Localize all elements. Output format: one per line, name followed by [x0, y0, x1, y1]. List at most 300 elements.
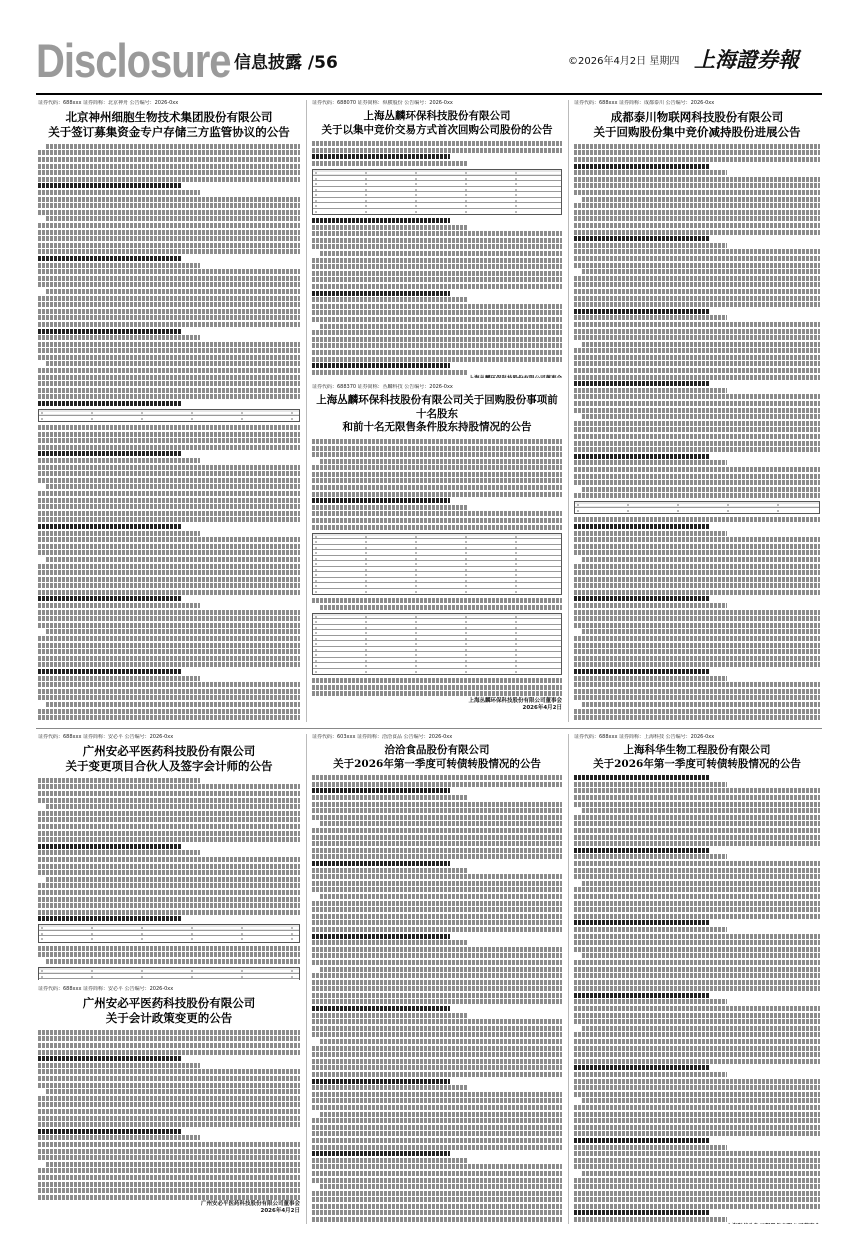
data-table: [574, 501, 820, 514]
text-line: [574, 517, 820, 522]
text-line: [574, 1145, 727, 1150]
text-line: [38, 1043, 300, 1048]
text-line: [574, 802, 820, 807]
text-line: [38, 817, 300, 822]
text-line: [38, 388, 300, 393]
text-line: [312, 277, 562, 282]
text-line: [38, 223, 300, 228]
text-line: [38, 282, 300, 287]
text-line: [38, 837, 300, 842]
text-line: [312, 141, 562, 146]
text-line: [574, 236, 709, 241]
text-line: [38, 1036, 300, 1041]
text-line: [38, 164, 300, 169]
page-header: [36, 35, 822, 94]
text-line: [38, 425, 300, 430]
text-line: [312, 1013, 467, 1018]
text-line: [38, 784, 300, 789]
text-line: [38, 596, 182, 601]
text-line: [38, 157, 300, 162]
text-line: [38, 1063, 200, 1068]
text-line: [38, 210, 300, 215]
text-line: [312, 874, 562, 879]
text-line: [574, 610, 820, 615]
text-line: [38, 302, 300, 307]
text-line: [582, 269, 820, 274]
text-line: [320, 605, 562, 610]
text-line: [574, 1191, 820, 1196]
announcement-title: 北京神州细胞生物技术集团股份有限公司 关于签订募集资金专户存储三方监管协议的公告: [48, 110, 290, 139]
text-line: [46, 877, 300, 882]
text-line: [582, 1098, 820, 1103]
text-line: [574, 682, 820, 687]
text-line: [312, 518, 562, 523]
text-line: [312, 960, 562, 965]
text-line: [312, 148, 562, 153]
announcement-title: 洽洽食品股份有限公司 关于2026年第一季度可转债转股情况的公告: [333, 744, 541, 770]
text-line: [38, 798, 300, 803]
text-line: [574, 434, 820, 439]
text-line: [574, 289, 820, 294]
text-line: [574, 616, 820, 621]
text-line: [574, 934, 820, 939]
text-line: [574, 230, 820, 235]
announcement-body: [312, 678, 562, 696]
text-line: [574, 1204, 820, 1209]
text-line: [312, 446, 562, 451]
text-line: [38, 649, 300, 654]
text-line: [312, 1217, 562, 1222]
text-line: [312, 848, 562, 853]
text-line: [38, 778, 200, 783]
text-line: [38, 491, 300, 496]
table-row: [39, 936, 299, 942]
text-line: [574, 550, 820, 555]
text-line: [574, 1092, 820, 1097]
text-line: [574, 1032, 820, 1037]
text-line: [582, 487, 820, 492]
text-line: [312, 337, 562, 342]
text-line: [312, 330, 562, 335]
announcement-title: 上海丛麟环保科技股份有限公司 关于以集中竞价交易方式首次回购公司股份的公告: [321, 110, 553, 136]
text-line: [38, 1083, 300, 1088]
text-line: [38, 1102, 300, 1107]
text-line: [38, 342, 300, 347]
text-line: [38, 1195, 300, 1200]
text-line: [582, 1026, 820, 1031]
text-line: [574, 775, 709, 780]
text-line: [312, 815, 562, 820]
text-line: [38, 315, 300, 320]
text-line: [38, 381, 300, 386]
text-line: [574, 531, 727, 536]
text-line: [320, 967, 562, 972]
text-line: [574, 329, 820, 334]
text-line: [574, 1006, 820, 1011]
stock-code-line: 证券代码：688xxx 证券简称：安必平 公告编号：2026-0xx: [38, 734, 174, 740]
text-line: [312, 478, 562, 483]
text-line: [574, 447, 820, 452]
text-line: [312, 986, 562, 991]
section-title: 信息披露 /56: [234, 53, 338, 73]
text-line: [312, 363, 450, 368]
text-line: [312, 934, 450, 939]
text-line: [312, 907, 562, 912]
text-line: [312, 1131, 562, 1136]
text-line: [38, 451, 182, 456]
text-line: [312, 999, 562, 1004]
text-line: [38, 197, 300, 202]
text-line: [574, 1197, 820, 1202]
text-line: [574, 993, 709, 998]
text-line: [312, 1092, 562, 1097]
text-line: [38, 504, 300, 509]
text-line: [38, 616, 300, 621]
text-line: [38, 831, 300, 836]
text-line: [38, 498, 300, 503]
text-line: [38, 946, 300, 951]
text-line: [38, 850, 200, 855]
text-line: [38, 903, 300, 908]
text-line: [312, 472, 562, 477]
text-line: [574, 868, 820, 873]
text-line: [38, 544, 300, 549]
text-line: [574, 1039, 820, 1044]
text-line: [574, 821, 820, 826]
text-line: [574, 1065, 709, 1070]
announcement-anbiping-accounting: [38, 986, 300, 1224]
text-line: [574, 460, 727, 465]
text-line: [582, 808, 820, 813]
stock-code-line: 证券代码：688xxx 证券简称：安必平 公告编号：2026-0xx: [38, 986, 174, 992]
text-line: [574, 709, 820, 714]
text-line: [312, 525, 562, 530]
table-row: [39, 416, 299, 422]
text-line: [574, 828, 820, 833]
data-table: [312, 169, 562, 215]
text-line: [574, 302, 820, 307]
text-line: [38, 329, 182, 334]
text-line: [312, 1006, 450, 1011]
text-line: [312, 993, 562, 998]
text-line: [574, 315, 727, 320]
text-line: [312, 1197, 562, 1202]
text-line: [38, 662, 300, 667]
stock-code-line: 证券代码：688xxx 证券简称：上海科技 公告编号：2026-0xx: [574, 734, 715, 740]
text-line: [574, 1131, 820, 1136]
text-line: [38, 1050, 300, 1055]
text-line: [574, 715, 820, 720]
announcement-body: [38, 778, 300, 921]
text-line: [574, 1158, 820, 1163]
text-line: [38, 471, 300, 476]
text-line: [312, 1072, 562, 1077]
text-line: [312, 161, 467, 166]
text-line: [574, 649, 820, 654]
text-line: [38, 583, 300, 588]
text-line: [38, 511, 300, 516]
text-line: [38, 438, 300, 443]
table-row: [313, 589, 561, 595]
text-line: [38, 1182, 300, 1187]
text-line: [312, 1059, 562, 1064]
text-line: [312, 1085, 467, 1090]
signature: 上海丛麟环保科技股份有限公司董事会 2026年4月2日: [468, 698, 562, 712]
column-divider: [306, 100, 307, 722]
text-line: [574, 603, 727, 608]
text-line: [574, 348, 820, 353]
text-line: [574, 973, 820, 978]
text-line: [46, 1089, 300, 1094]
text-line: [38, 432, 300, 437]
text-line: [574, 276, 820, 281]
text-line: [312, 854, 562, 859]
text-line: [46, 289, 300, 294]
text-line: [38, 910, 300, 915]
text-line: [574, 256, 820, 261]
text-line: [574, 861, 820, 866]
text-line: [312, 231, 562, 236]
text-line: [312, 357, 562, 362]
text-line: [574, 524, 709, 529]
text-line: [574, 1125, 820, 1130]
text-line: [312, 1098, 562, 1103]
text-line: [320, 894, 562, 899]
text-line: [582, 197, 820, 202]
text-line: [312, 1118, 562, 1123]
text-line: [574, 676, 727, 681]
text-line: [574, 577, 820, 582]
text-line: [574, 894, 820, 899]
text-line: [574, 408, 820, 413]
text-line: [38, 811, 300, 816]
text-line: [38, 322, 300, 327]
text-line: [38, 1149, 300, 1154]
text-line: [312, 940, 467, 945]
text-line: [38, 570, 300, 575]
text-line: [38, 1155, 300, 1160]
announcement-body: [312, 598, 562, 610]
text-line: [574, 441, 820, 446]
text-line: [574, 1046, 820, 1051]
text-line: [312, 775, 562, 780]
text-line: [574, 815, 820, 820]
text-line: [38, 1076, 300, 1081]
text-line: [574, 474, 820, 479]
text-line: [574, 361, 820, 366]
text-line: [320, 459, 562, 464]
text-line: [574, 394, 820, 399]
text-line: [312, 258, 562, 263]
text-line: [38, 401, 182, 406]
text-line: [574, 980, 820, 985]
text-line: [312, 788, 450, 793]
announcement-body: [312, 141, 562, 166]
text-line: [38, 236, 300, 241]
text-line: [574, 795, 820, 800]
text-line: [38, 1096, 300, 1101]
text-line: [582, 702, 820, 707]
text-line: [312, 868, 467, 873]
text-line: [574, 1151, 820, 1156]
text-line: [574, 920, 709, 925]
text-line: [312, 1204, 562, 1209]
text-line: [38, 577, 300, 582]
text-line: [38, 590, 300, 595]
text-line: [320, 1184, 562, 1189]
text-line: [582, 629, 820, 634]
text-line: [38, 335, 200, 340]
text-line: [38, 309, 300, 314]
data-table: [38, 967, 300, 980]
text-line: [574, 907, 820, 912]
text-line: [582, 881, 820, 886]
text-line: [312, 1105, 562, 1110]
text-line: [312, 310, 562, 315]
announcement-body: [312, 439, 562, 530]
announcement-body: [312, 775, 562, 1224]
text-line: [312, 1125, 562, 1130]
text-line: [574, 643, 820, 648]
text-line: [574, 695, 820, 700]
text-line: [312, 1079, 450, 1084]
data-table: [38, 409, 300, 422]
text-line: [582, 1171, 820, 1176]
text-line: [582, 414, 820, 419]
text-line: [574, 887, 820, 892]
text-line: [312, 678, 562, 683]
text-line: [574, 355, 820, 360]
text-line: [312, 1032, 562, 1037]
announcement-title: 上海科华生物工程股份有限公司 关于2026年第一季度可转债转股情况的公告: [593, 744, 801, 770]
announcement-body: [574, 517, 820, 722]
text-line: [312, 492, 562, 497]
text-line: [574, 841, 820, 846]
text-line: [38, 1030, 300, 1035]
text-line: [312, 1210, 562, 1215]
text-line: [312, 370, 467, 375]
text-line: [38, 864, 300, 869]
text-line: [312, 1046, 562, 1051]
text-line: [574, 157, 820, 162]
text-line: [312, 914, 562, 919]
text-line: [46, 702, 300, 707]
text-line: [574, 263, 820, 268]
stock-code-line: 证券代码：603xxx 证券简称：洽洽食品 公告编号：2026-0xx: [312, 734, 453, 740]
text-line: [312, 841, 562, 846]
text-line: [574, 947, 820, 952]
text-line: [38, 883, 300, 888]
text-line: [38, 1122, 300, 1127]
text-line: [38, 368, 300, 373]
text-line: [312, 782, 562, 787]
text-line: [574, 368, 820, 373]
text-line: [312, 511, 562, 516]
text-line: [574, 296, 820, 301]
announcement-body: [574, 144, 820, 498]
text-line: [574, 544, 820, 549]
stock-code-line: 证券代码：688xxx 证券简称：北京神舟 公告编号：2026-0xx: [38, 100, 179, 106]
text-line: [38, 610, 300, 615]
text-line: [574, 223, 820, 228]
text-line: [38, 269, 300, 274]
text-line: [312, 452, 562, 457]
text-line: [38, 1175, 300, 1180]
text-line: [574, 788, 820, 793]
text-line: [574, 848, 709, 853]
text-line: [574, 243, 727, 248]
text-line: [46, 484, 300, 489]
text-line: [312, 1145, 562, 1150]
text-line: [574, 493, 820, 498]
table-row: [575, 508, 819, 514]
text-line: [574, 144, 820, 149]
text-line: [38, 478, 300, 483]
text-line: [582, 342, 820, 347]
text-line: [312, 1164, 562, 1169]
text-line: [574, 782, 727, 787]
text-line: [312, 1026, 562, 1031]
text-line: [38, 256, 182, 261]
text-line: [38, 263, 200, 268]
column-divider: [568, 734, 569, 1224]
text-line: [574, 623, 820, 628]
text-line: [312, 271, 562, 276]
text-line: [312, 795, 467, 800]
text-line: [38, 276, 300, 281]
text-line: [38, 243, 300, 248]
text-line: [38, 190, 200, 195]
text-line: [574, 854, 727, 859]
text-line: [38, 465, 300, 470]
text-line: [312, 498, 450, 503]
text-line: [312, 350, 562, 355]
text-line: [312, 317, 562, 322]
text-line: [574, 1112, 820, 1117]
text-line: [312, 685, 562, 690]
text-line: [46, 216, 300, 221]
text-line: [574, 1085, 820, 1090]
text-line: [38, 669, 182, 674]
text-line: [574, 203, 820, 208]
text-line: [312, 887, 562, 892]
text-line: [38, 916, 182, 921]
newspaper-brand: 上海證券報: [694, 47, 799, 72]
text-line: [574, 570, 820, 575]
text-line: [312, 1178, 562, 1183]
text-line: [312, 828, 562, 833]
text-line: [574, 170, 727, 175]
table-row: [313, 669, 561, 675]
text-line: [574, 669, 709, 674]
text-line: [574, 960, 820, 965]
text-line: [574, 656, 820, 661]
text-line: [38, 897, 300, 902]
text-line: [38, 1142, 300, 1147]
text-line: [312, 505, 467, 510]
text-line: [312, 304, 562, 309]
text-line: [574, 1059, 820, 1064]
text-line: [574, 940, 820, 945]
text-line: [312, 465, 562, 470]
text-line: [312, 1191, 562, 1196]
text-line: [312, 1171, 562, 1176]
signature: [312, 376, 562, 378]
text-line: [312, 1138, 562, 1143]
text-line: [320, 324, 562, 329]
text-line: [38, 524, 182, 529]
text-line: [574, 421, 820, 426]
